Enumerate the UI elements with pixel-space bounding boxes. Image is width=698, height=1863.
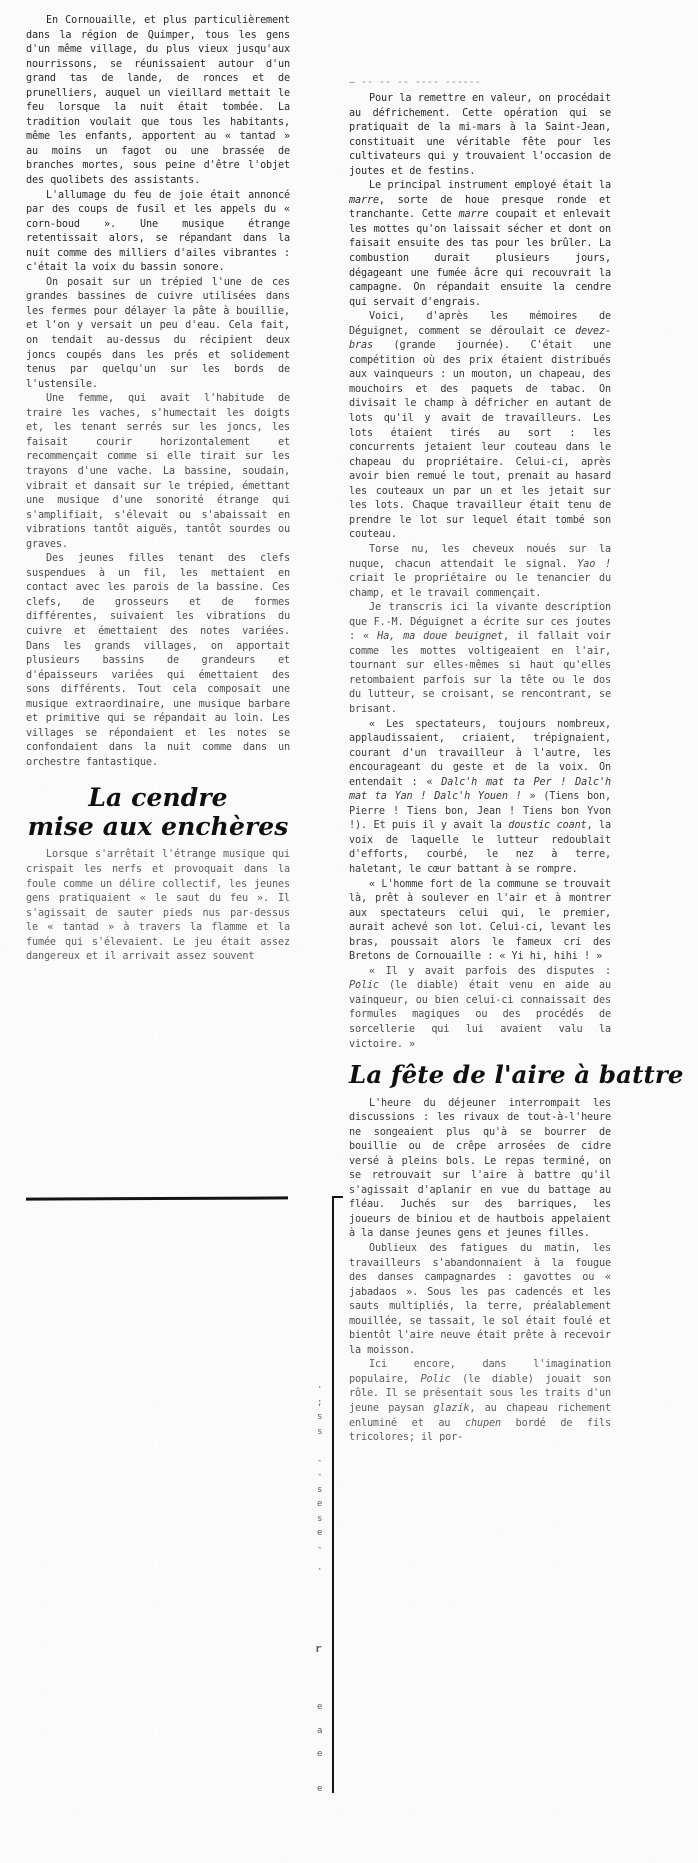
paragraph: Voici, d'après les mémoires de Déguignet, comment se déroulait ce devez-bras (grande journée). C'était une compétition où des prix étaient distribués aux vainqueurs : un mouton, un chapeau, des mouchoirs et des paquets de tabac. On divisait le champ à défricher en autant de lots qu'il y avait de travailleurs. Les lots étaient tirés au sort : les concurrents jetaient leur couteau dans le chapeau du propriétaire. Celui-ci, après avoir bien remué le tout, prenait au hasard les couteaux un par un et les jetait sur les lots. Chaque travailleur était tenu de prendre le lot sur lequel était tombé son couteau. — [349, 311, 611, 541]
gutter-fragment: e — [317, 1528, 323, 1538]
gutter-fragment: e — [317, 1702, 323, 1712]
gutter-fragment: · — [317, 1383, 323, 1393]
paragraph: L'allumage du feu de joie était annoncé par des coups de fusil et les appels du « corn-boud ». Une musique étrange retentissait alors, se répandant dans la nuit comme des milliers d'ailes vibrantes : c'était la voix du bassin sonore. — [26, 189, 290, 274]
gutter-fragment: e — [317, 1749, 323, 1759]
left-column-body-after-heading — [26, 848, 290, 964]
gutter-vertical-rule — [332, 1197, 334, 1793]
paragraph: Pour la remettre en valeur, on procédait au défrichement. Cette opération qui se pratiquait de la mi-mars à la Saint-Jean, constituait une véritable fête pour les cultivateurs qui y trouvaient l'occasion de joutes et de festins. — [349, 93, 611, 177]
gutter-fragment: ; — [317, 1398, 323, 1408]
gutter-fragment: - — [317, 1470, 323, 1480]
paragraph: On posait sur un trépied l'une de ces grandes bassines de cuivre utilisées dans les fermes pour délayer la pâte à bouillie, et l'on y versait un peu d'eau. Cela fait, on tendait au-dessus du récipient deux joncs coupés dans les prés et solidement tenus par quelqu'un sur les bords de l'ustensile. — [26, 276, 290, 390]
section-heading-line-1: La cendre — [88, 783, 228, 813]
paragraph: Torse nu, les cheveux noués sur la nuque, chacun attendait le signal. Yao ! criait le propriétaire ou le tenancier du champ, et le travail commençait. — [349, 543, 611, 599]
gutter-fragment: - — [317, 1543, 323, 1553]
left-text-column — [26, 14, 290, 965]
paragraph: Oublieux des fatigues du matin, les travailleurs s'abandonnaient à la fougue des danses campagnardes : gavottes ou « jabadaos ». Sous les pas cadencés et les sauts multipliés, la terre, préalablement mouillée, se tassait, le sol était foulé et bientôt l'aire neuve était prête à recevoir la moisson. — [349, 1242, 611, 1356]
gutter-fragment: a — [317, 1726, 323, 1736]
left-column-end-rule — [26, 1196, 288, 1200]
gutter-fragment: e — [317, 1499, 323, 1509]
cropped-line-fragment: — -- -- -- ---- ------ — [349, 77, 481, 88]
paragraph: Je transcris ici la vivante description que F.-M. Déguignet a écrite sur ces joutes : « Ha, ma doue beuignet, il fallait voir comme les mottes voltigeaient en l'air, tournant sur elles-mêmes si haut qu'elles retombaient parfois sur la tête ou le dos du lutteur, se croisant, se rencontrant, se brisant. — [349, 602, 611, 715]
right-text-column — [349, 92, 684, 1446]
section-heading-la-cendre — [26, 783, 290, 841]
gutter-fragment: s — [317, 1514, 323, 1524]
right-column-body — [349, 92, 611, 1052]
paragraph: Le principal instrument employé était la marre, sorte de houe presque ronde et tranchante. Cette marre coupait et enlevait les mottes qu'on laissait sécher et dont on faisait ensuite des tas pour les brûler. La combustion durait plusieurs jours, dégageant une fumée âcre qui recouvrait la campagne. On répandait ensuite la cendre qui servait d'engrais. — [349, 180, 611, 308]
paragraph: « Il y avait parfois des disputes : Polic (le diable) était venu en aide au vainqueur, ou bien celui-ci connaissait des formules magiques ou des procédés de sorcellerie qui lui avaient valu la victoire. » — [349, 965, 611, 1050]
paragraph: Lorsque s'arrêtait l'étrange musique qui crispait les nerfs et provoquait dans la foule comme un délire collectif, les jeunes gens pratiquaient « le saut du feu ». Il s'agissait de sauter pieds nus par-dessus le « tantad » à travers la flamme et la fumée qui s'élevaient. Le jeu était assez dangereux et il arrivait assez souvent — [26, 849, 290, 963]
gutter-fragment: - — [317, 1456, 323, 1466]
gutter-fragment: · — [317, 1565, 323, 1575]
gutter-fragment: e — [317, 1784, 323, 1794]
gutter-fragment: s — [317, 1485, 323, 1495]
paragraph: Des jeunes filles tenant des clefs suspendues à un fil, les mettaient en contact avec les parois de la bassine. Ces clefs, de grosseurs et de formes différentes, suivaient les vibrations du cuivre et émettaient des notes variées. Dans les grands villages, on apportait plusieurs bassins de grandeurs et d'épaisseurs variées qui émettaient des sons différents. Tout cela composait une musique extraordinaire, une musique barbare et primitive qui se répandait au loin. Les villages se répondaient et les notes se confondaient dans la nuit comme dans un orchestre fantastique. — [26, 553, 290, 768]
section-heading-la-fete-de-laire-a-battre: La fête de l'aire à battre — [349, 1060, 684, 1090]
paragraph: « Les spectateurs, toujours nombreux, applaudissaient, criaient, trépignaient, courant d'un travailleur à l'autre, les encourageant du geste et de la voix. On entendait : « Dalc'h mat ta Per ! Dalc'h mat ta Yan ! Dalc'h Youen ! » (Tiens bon, Pierre ! Tiens bon, Jean ! Tiens bon Yvon !). Et puis il y avait la doustic coant, la voix de laquelle le lutteur redoublait d'efforts, courbé, le nez à terre, haletant, le cœur battant à se rompre. — [349, 718, 612, 875]
paragraph: Ici encore, dans l'imagination populaire, Polic (le diable) jouait son rôle. Il se présentait sous les traits d'un jeune paysan glazik, au chapeau richement enluminé et au chupen bordé de fils tricolores; il por- — [349, 1359, 611, 1444]
gutter-fragment: s — [317, 1427, 323, 1437]
gutter-fragment: s — [317, 1412, 323, 1422]
gutter-fragment: r — [315, 1642, 322, 1655]
left-column-body — [26, 14, 290, 770]
section-heading-line-2: mise aux enchères — [27, 812, 289, 842]
right-column-body-after-heading — [349, 1097, 611, 1446]
paragraph: L'heure du déjeuner interrompait les discussions : les rivaux de tout-à-l'heure ne songeaient plus qu'à se bourrer de bouillie ou de crêpe arrosées de cidre versé à pleins bols. Le repas terminé, on se retrouvait sur l'aire à battre qu'il s'agissait d'aplanir en vue du battage au fléau. Juchés sur des barriques, les joueurs de biniou et de hautbois appelaient à la danse jeunes gens et jeunes filles. — [349, 1097, 611, 1240]
paragraph: Une femme, qui avait l'habitude de traire les vaches, s'humectait les doigts et, les tenant serrés sur les joncs, les faisait courir horizontalement et recommençait comme si elle tirait sur les trayons d'une vache. La bassine, soudain, vibrait et dansait sur le trépied, émettant une musique d'une sonorité étrange qui s'amplifiait, s'élevait ou s'abaissait en vibrations tantôt aiguës, tantôt sourdes ou graves. — [26, 393, 290, 550]
paragraph: « L'homme fort de la commune se trouvait là, prêt à soulever en l'air et à montrer aux spectateurs celui qui, le premier, aurait achevé son lot. Celui-ci, levant les bras, poussait alors le fameux cri des Bretons de Cornouaille : « Yi hi, hihi ! » — [349, 878, 611, 963]
paragraph: En Cornouaille, et plus particulièrement dans la région de Quimper, tous les gens d'un même village, du plus vieux jusqu'aux nourrissons, se réunissaient autour d'un grand tas de lande, de ronces et de prunelliers, auquel un vieillard mettait le feu lorsque la nuit était tombée. La tradition voulait que tous les habitants, même les enfants, apportent au « tantad » au moins un fagot ou une brassée de branches mortes, sous peine d'être l'objet des quolibets des assistants. — [26, 15, 290, 187]
